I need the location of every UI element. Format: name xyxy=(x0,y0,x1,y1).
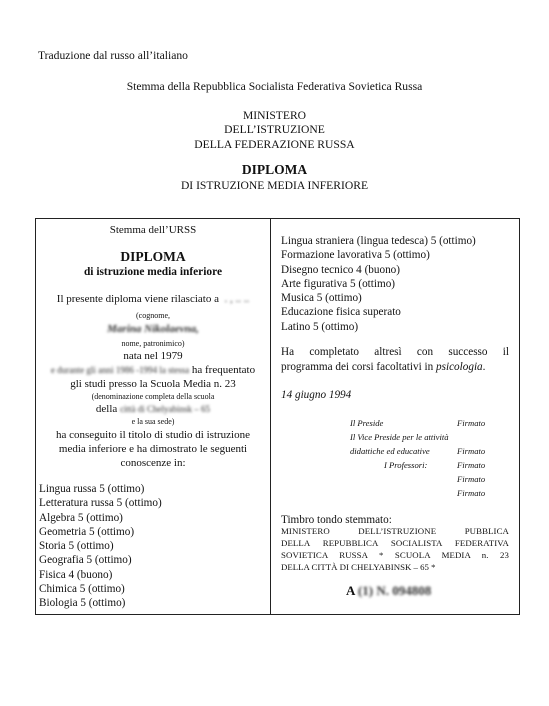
grade-item: Formazione lavorativa 5 (ottimo) xyxy=(281,249,430,262)
ussr-emblem-note: Stemma dell’URSS xyxy=(109,224,197,236)
ministry-heading xyxy=(0,109,549,152)
signature-status: Firmato xyxy=(457,488,486,498)
optional-suffix: . xyxy=(482,361,486,373)
frame-divider xyxy=(270,218,271,615)
conclusion-line: media inferiore e ha dimostrato le seguenti xyxy=(58,443,248,456)
signature-status: Firmato xyxy=(457,446,486,456)
emblem-note: Stemma della Repubblica Socialista Federativa Sovietica Russa xyxy=(126,80,423,93)
issued-line xyxy=(36,293,270,305)
city-redacted: città di Chelyabinsk – 65 xyxy=(120,404,211,414)
signature-status: Firmato xyxy=(457,418,486,428)
studies-line: gli studi presso la Scuola Media n. 23 xyxy=(70,378,236,390)
diploma-title: DIPLOMA xyxy=(241,162,308,177)
surname-redacted: . , .. .. xyxy=(221,293,250,305)
ministry-line: MINISTERO xyxy=(242,109,307,122)
grade-item: Storia 5 (ottimo) xyxy=(39,540,114,553)
grade-item: Biologia 5 (ottimo) xyxy=(39,597,126,610)
issued-prefix: Il presente diploma viene rilasciato a xyxy=(56,293,219,305)
school-caption: (denominazione completa della scuola xyxy=(91,392,215,401)
right-grades-list xyxy=(281,234,476,334)
city-prefix: della xyxy=(95,403,118,415)
given-names-redacted: Marina Nikolaevna, xyxy=(107,323,199,335)
grade-item: Geometria 5 (ottimo) xyxy=(39,525,135,538)
signature-role-vice-preside: Il Vice Preside per le attività xyxy=(350,432,449,442)
grade-item: Algebra 5 (ottimo) xyxy=(39,511,123,524)
given-names-caption: nome, patronimico) xyxy=(121,339,185,348)
serial-prefix: A xyxy=(346,583,355,598)
grade-item: Lingua straniera (lingua tedesca) 5 (ottimo) xyxy=(281,235,476,247)
grade-item: Chimica 5 (ottimo) xyxy=(39,583,125,596)
diploma-subtitle: DI ISTRUZIONE MEDIA INFERIORE xyxy=(180,179,369,192)
optional-subject: psicologia xyxy=(436,361,483,373)
stamp-line: MINISTERO DELL’ISTRUZIONE PUBBLICA xyxy=(281,526,509,536)
grade-item: Arte figurativa 5 (ottimo) xyxy=(281,277,396,290)
stamp-label: Timbro tondo stemmato: xyxy=(281,514,392,526)
grade-item: Disegno tecnico 4 (buono) xyxy=(281,263,400,276)
stamp-line: DELLA REPUBBLICA SOCIALISTA FEDERATIVA xyxy=(281,538,509,548)
conclusion xyxy=(36,428,270,471)
attended-visible: ha frequentato xyxy=(191,364,256,376)
grade-item: Lingua russa 5 (ottimo) xyxy=(39,483,145,495)
ministry-line: DELLA FEDERAZIONE RUSSA xyxy=(194,137,355,151)
translation-note: Traduzione dal russo all’italiano xyxy=(38,49,188,62)
left-grades-list xyxy=(39,482,162,611)
surname-caption: (cognome, xyxy=(136,311,170,320)
signature-role-preside: Il Preside xyxy=(350,418,384,428)
city-caption: e la sua sede) xyxy=(131,417,175,426)
signature-role-vice-preside-cont: didattiche ed educative xyxy=(350,446,430,456)
left-diploma-title: DIPLOMA xyxy=(120,249,186,264)
grade-item: Letteratura russa 5 (ottimo) xyxy=(39,497,162,510)
serial-redacted: (1) N. 094808 xyxy=(357,583,432,598)
grade-item: Musica 5 (ottimo) xyxy=(281,292,362,305)
grade-item: Fisica 4 (buono) xyxy=(39,568,113,581)
stamp-line-last: DELLA CITTÀ DI CHELYABINSK – 65 * xyxy=(281,562,436,572)
serial-number xyxy=(346,583,431,599)
grade-item: Educazione fisica superato xyxy=(281,306,401,319)
born-line: nata nel 1979 xyxy=(123,350,183,362)
ministry-line: DELL’ISTRUZIONE xyxy=(224,123,325,137)
issue-date: 14 giugno 1994 xyxy=(281,389,352,401)
conclusion-line: conoscenze in: xyxy=(120,457,186,470)
conclusion-line: ha conseguito il titolo di studio di istruzione xyxy=(55,429,250,441)
stamp-line: SOVIETICA RUSSA * SCUOLA MEDIA n. 23 xyxy=(281,550,509,560)
left-diploma-subtitle: di istruzione media inferiore xyxy=(83,266,223,278)
optional-prefix: programma dei corsi facoltativi in xyxy=(281,361,434,373)
optional-courses-line-1: Ha completato altresì con successo il xyxy=(281,346,509,358)
signature-role-professori: I Professori: xyxy=(384,460,428,470)
city-line xyxy=(36,403,270,415)
grade-item: Geografia 5 (ottimo) xyxy=(39,554,132,567)
optional-courses-line-2 xyxy=(281,361,485,373)
signature-status: Firmato xyxy=(457,474,486,484)
attended-redacted: e durante gli anni 1986 -1994 la stessa xyxy=(50,365,190,375)
grade-item: Latino 5 (ottimo) xyxy=(281,320,359,333)
attended-line xyxy=(36,364,270,376)
signature-status: Firmato xyxy=(457,460,486,470)
